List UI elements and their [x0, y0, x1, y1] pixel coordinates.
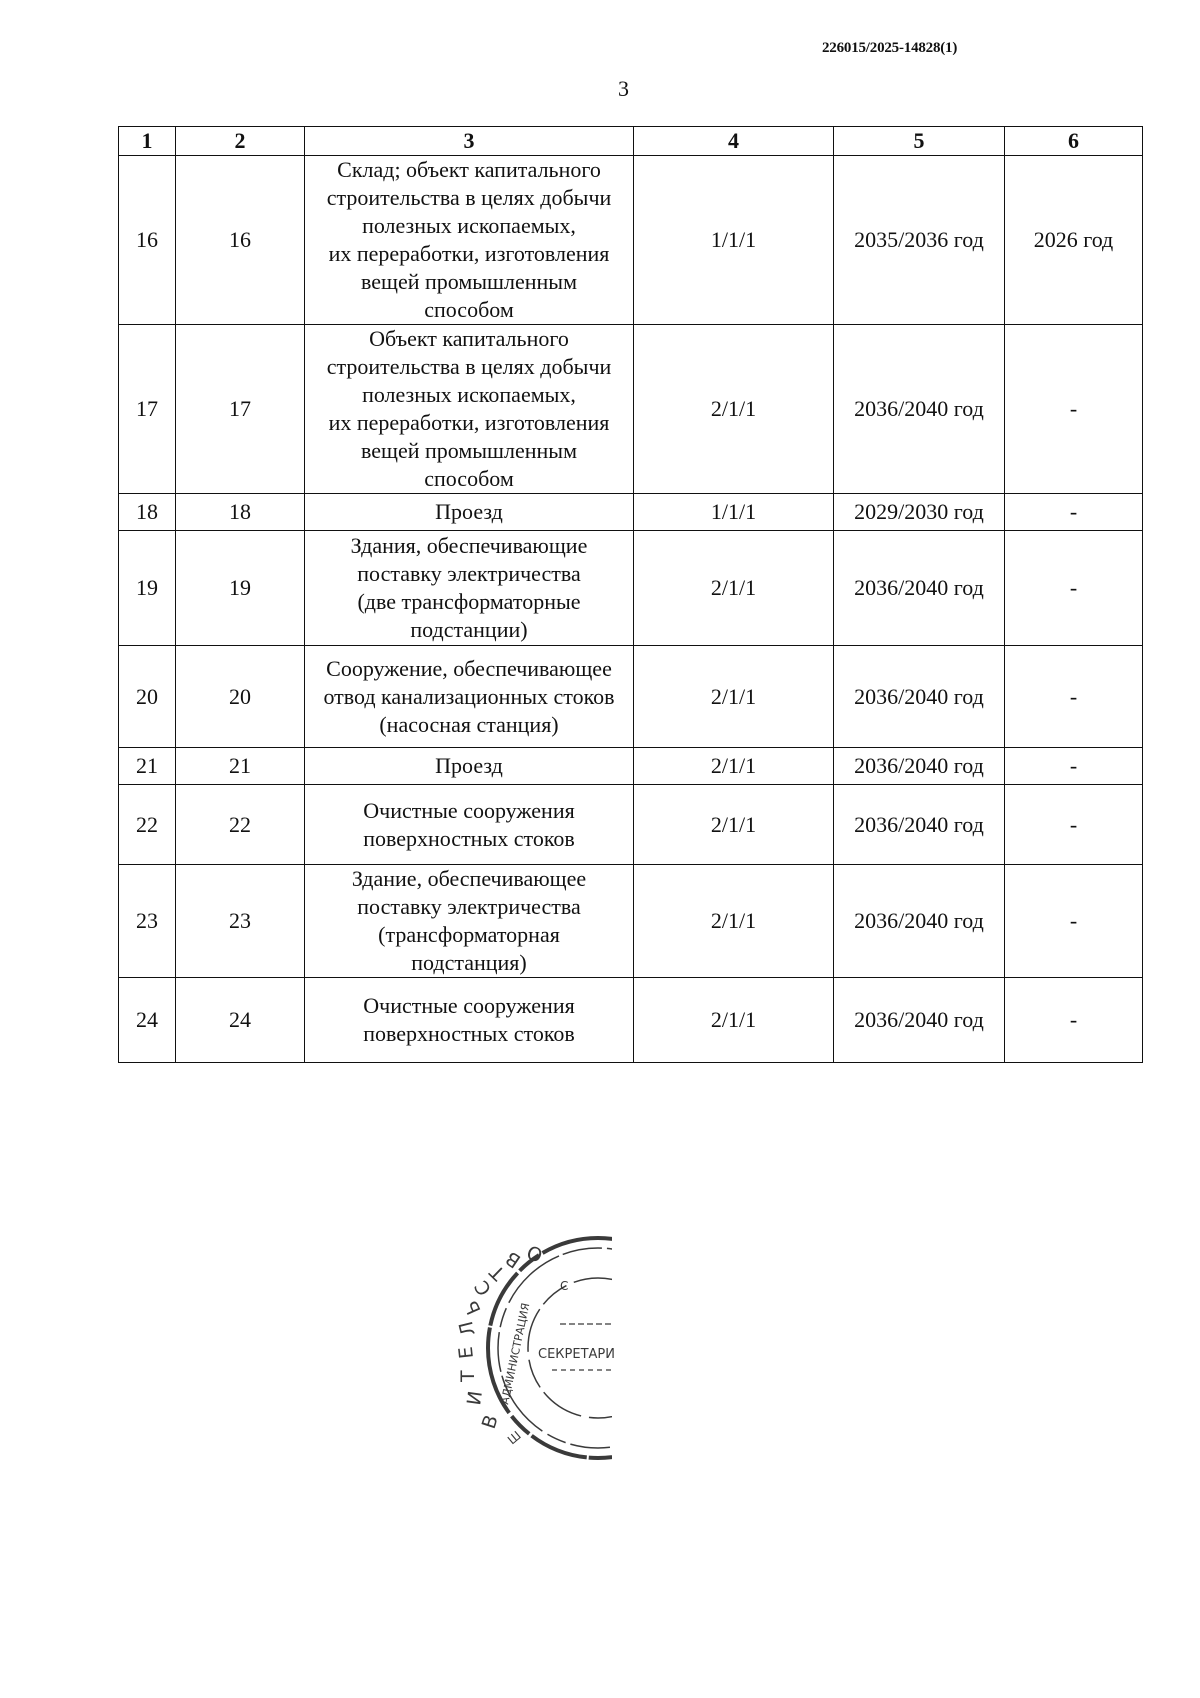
- code-cell: 1/1/1: [634, 494, 834, 531]
- year-cell: 2026 год: [1005, 156, 1143, 325]
- period-cell: 2036/2040 год: [834, 531, 1005, 646]
- object-name-cell: Проезд: [305, 494, 634, 531]
- page-number: 3: [618, 76, 629, 101]
- table-header-row: [119, 127, 1143, 156]
- column-header: 4: [634, 127, 834, 156]
- svg-text:СЕКРЕТАРИ: СЕКРЕТАРИ: [538, 1347, 615, 1362]
- table-row: [119, 494, 1143, 531]
- svg-text:В: В: [477, 1412, 503, 1432]
- table-row: [119, 865, 1143, 978]
- zone-number-cell: 24: [176, 978, 305, 1063]
- row-number-cell: 23: [119, 865, 176, 978]
- year-cell: -: [1005, 865, 1143, 978]
- code-cell: 2/1/1: [634, 748, 834, 785]
- zone-number-cell: 23: [176, 865, 305, 978]
- svg-text:Ш: Ш: [504, 1428, 524, 1448]
- object-name-cell: Очистные сооружения поверхностных стоков: [305, 978, 634, 1063]
- code-cell: 2/1/1: [634, 865, 834, 978]
- column-header: 3: [305, 127, 634, 156]
- period-cell: 2036/2040 год: [834, 748, 1005, 785]
- table-row: [119, 156, 1143, 325]
- period-cell: 2035/2036 год: [834, 156, 1005, 325]
- object-name-cell: Сооружение, обеспечивающее отвод канализационных стоков (насосная станция): [305, 646, 634, 748]
- svg-text:С: С: [560, 1279, 569, 1293]
- svg-text:О: О: [524, 1240, 546, 1266]
- code-cell: 1/1/1: [634, 156, 834, 325]
- svg-text:АДМИНИСТРАЦИЯ: АДМИНИСТРАЦИЯ: [498, 1301, 533, 1406]
- document-number: 226015/2025-14828(1): [822, 40, 958, 56]
- svg-text:Л: Л: [455, 1318, 480, 1339]
- period-cell: 2036/2040 год: [834, 785, 1005, 865]
- table-row: [119, 325, 1143, 494]
- zone-number-cell: 22: [176, 785, 305, 865]
- zone-number-cell: 17: [176, 325, 305, 494]
- column-header: 1: [119, 127, 176, 156]
- code-cell: 2/1/1: [634, 325, 834, 494]
- column-header: 2: [176, 127, 305, 156]
- period-cell: 2036/2040 год: [834, 978, 1005, 1063]
- object-name-cell: Здания, обеспечивающие поставку электричества (две трансформаторные подстанции): [305, 531, 634, 646]
- object-name-cell: Очистные сооружения поверхностных стоков: [305, 785, 634, 865]
- table-row: [119, 748, 1143, 785]
- code-cell: 2/1/1: [634, 646, 834, 748]
- table-row: [119, 646, 1143, 748]
- period-cell: 2036/2040 год: [834, 865, 1005, 978]
- period-cell: 2036/2040 год: [834, 646, 1005, 748]
- object-name-cell: Проезд: [305, 748, 634, 785]
- row-number-cell: 18: [119, 494, 176, 531]
- row-number-cell: 19: [119, 531, 176, 646]
- year-cell: -: [1005, 646, 1143, 748]
- code-cell: 2/1/1: [634, 531, 834, 646]
- table-row: [119, 531, 1143, 646]
- table-row: [119, 978, 1143, 1063]
- code-cell: 2/1/1: [634, 785, 834, 865]
- zone-number-cell: 20: [176, 646, 305, 748]
- objects-table: [118, 126, 1143, 1063]
- code-cell: 2/1/1: [634, 978, 834, 1063]
- svg-text:С: С: [470, 1276, 497, 1300]
- year-cell: -: [1005, 325, 1143, 494]
- period-cell: 2036/2040 год: [834, 325, 1005, 494]
- row-number-cell: 20: [119, 646, 176, 748]
- row-number-cell: 22: [119, 785, 176, 865]
- zone-number-cell: 21: [176, 748, 305, 785]
- column-header: 5: [834, 127, 1005, 156]
- object-name-cell: Объект капитального строительства в целях добычи полезных ископаемых, их переработки, изготовления вещей промышленным способом: [305, 325, 634, 494]
- zone-number-cell: 16: [176, 156, 305, 325]
- object-name-cell: Здание, обеспечивающее поставку электричества (трансформаторная подстанция): [305, 865, 634, 978]
- svg-text:Е: Е: [454, 1345, 478, 1360]
- svg-text:Ь: Ь: [460, 1297, 486, 1318]
- year-cell: -: [1005, 978, 1143, 1063]
- object-name-cell: Склад; объект капитального строительства в целях добычи полезных ископаемых, их переработки, изготовления вещей промышленным способом: [305, 156, 634, 325]
- row-number-cell: 16: [119, 156, 176, 325]
- table-row: [119, 785, 1143, 865]
- svg-text:В: В: [501, 1246, 525, 1273]
- official-stamp: [440, 1230, 640, 1464]
- row-number-cell: 21: [119, 748, 176, 785]
- zone-number-cell: 18: [176, 494, 305, 531]
- zone-number-cell: 19: [176, 531, 305, 646]
- svg-text:И: И: [463, 1389, 487, 1407]
- row-number-cell: 24: [119, 978, 176, 1063]
- svg-text:Т: Т: [485, 1260, 510, 1285]
- period-cell: 2029/2030 год: [834, 494, 1005, 531]
- year-cell: -: [1005, 748, 1143, 785]
- row-number-cell: 17: [119, 325, 176, 494]
- year-cell: -: [1005, 531, 1143, 646]
- svg-text:Т: Т: [457, 1370, 479, 1382]
- column-header: 6: [1005, 127, 1143, 156]
- year-cell: -: [1005, 785, 1143, 865]
- year-cell: -: [1005, 494, 1143, 531]
